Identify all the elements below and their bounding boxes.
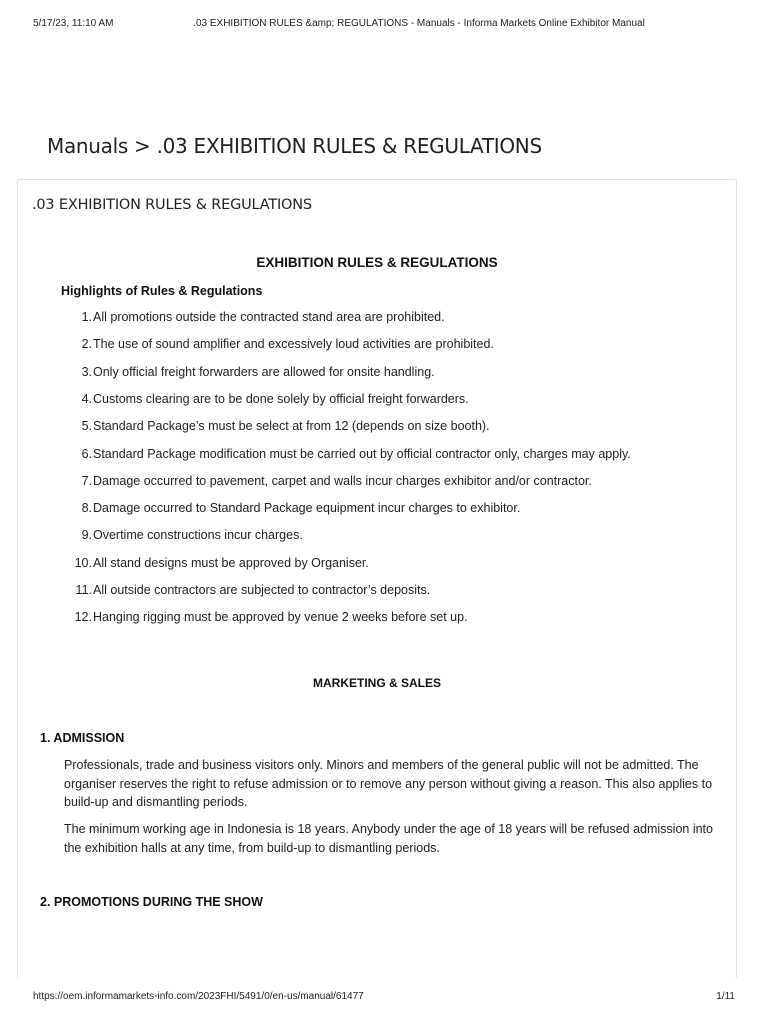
highlights-title: Highlights of Rules & Regulations bbox=[61, 284, 263, 298]
admission-paragraph: The minimum working age in Indonesia is 18 years. Anybody under the age of 18 years will be refused admission into the exhibition halls at any time, from build-up to dismantling periods. bbox=[64, 822, 713, 855]
promotions-heading: 2. PROMOTIONS DURING THE SHOW bbox=[40, 895, 263, 909]
manual-card: .03 EXHIBITION RULES & REGULATIONS EXHIBITION RULES & REGULATIONS Highlights of Rules & Regulations 1. All promotions outside the contracted stand area are prohibited. 2. The use of sound amplifier and excessively loud activities are prohibited. 3. Only official freight forwarders are allowed for onsite handling. 4. Customs clearing are to be done solely by official freight forwarders. 5. Standard Package’s must be select at from 12 (depends on size booth). 6. Standard Package modification must be carried out by official contractor only, charges may apply. 7. Damage occurred to pavement, carpet and walls incur charges exhibitor and/or contractor. 8. Damage occurred to Standard Package equipment incur charges to exhibitor. 9. Overtime constructions incur charges. 10. All stand designs must be approved by Organiser. 11. All outside contractors are subjected to contractor’s deposits. 12. Hanging rigging must be approved by venue 2 weeks before set up. MARKETING & SALES 1. ADMISSION Professionals, trade and business visitors only. Minors and members of the general public will not be admitted. The organiser reserves the right to refuse admission or to remove any person without giving a reason. This also applies to build-up and dismantling periods. The minimum working age in Indonesia is 18 years. Anybody under the age of 18 years will be refused admission into the exhibition halls at any time, from build-up to dismantling periods. 2. PROMOTIONS DURING THE SHOW bbox=[17, 179, 737, 979]
print-page-number: 1/11 bbox=[716, 991, 735, 1002]
print-page-title: .03 EXHIBITION RULES &amp; REGULATIONS - Manuals - Informa Markets Online Exhibitor Manual bbox=[193, 18, 645, 29]
print-datetime: 5/17/23, 11:10 AM bbox=[33, 18, 114, 29]
admission-heading: 1. ADMISSION bbox=[40, 731, 125, 745]
print-url: https://oem.informamarkets-info.com/2023FHI/5491/0/en-us/manual/61477 bbox=[33, 991, 364, 1002]
admission-paragraph: Professionals, trade and business visitors only. Minors and members of the general public will not be admitted. The organiser reserves the right to refuse admission or to remove any person without giving a reason. This also applies to build-up and dismantling periods. bbox=[64, 758, 713, 809]
marketing-heading: MARKETING & SALES bbox=[312, 676, 441, 690]
main-heading: EXHIBITION RULES & REGULATIONS bbox=[256, 255, 498, 270]
breadcrumb: Manuals > .03 EXHIBITION RULES & REGULATIONS bbox=[47, 134, 542, 158]
card-title: .03 EXHIBITION RULES & REGULATIONS bbox=[32, 197, 312, 213]
